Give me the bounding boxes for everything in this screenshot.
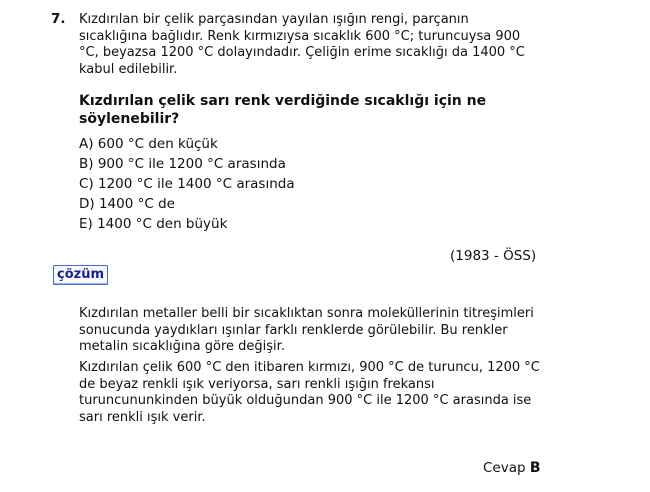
question-prompt: Kızdırılan çelik sarı renk verdiğinde sıcaklığı için ne söylenebilir? — [79, 93, 487, 127]
question-source: (1983 - ÖSS) — [450, 248, 537, 264]
option-a: A) 600 °C den küçük — [79, 136, 218, 152]
solution-paragraph-1: Kızdırılan metaller belli bir sıcaklıktan sonra moleküllerinin titreşimleri sonucunda yaydıkları ışınlar farklı renklerde görülebilir. Bu renkler metalin sıcaklığına göre değişir. — [79, 306, 534, 354]
question-number: 7. — [51, 11, 66, 27]
option-e: E) 1400 °C den büyük — [79, 216, 228, 232]
answer-prefix: Cevap — [483, 460, 526, 476]
solution-paragraph-2: Kızdırılan çelik 600 °C den itibaren kırmızı, 900 °C de turuncu, 1200 °C de beyaz renkli ışık veriyorsa, sarı renkli ışığın frekansı turuncununkinden büyük olduğundan 900 °C ile 1200 °C arasında ise sarı renkli ışık verir. — [79, 360, 540, 425]
solution-label-badge: çözüm — [53, 265, 108, 285]
question-intro: Kızdırılan bir çelik parçasından yayılan ışığın rengi, parçanın sıcaklığına bağlıdır. Renk kırmızıysa sıcaklık 600 °C; turuncuysa 900 °C, beyazsa 1200 °C dolayındadır. Çeliğin erime sıcaklığı da 1400 °C kabul edilebilir. — [79, 12, 525, 77]
answer-letter: B — [529, 460, 541, 476]
answer-options — [79, 134, 295, 234]
option-d: D) 1400 °C de — [79, 196, 175, 212]
option-c: C) 1200 °C ile 1400 °C arasında — [79, 176, 295, 192]
answer-line — [483, 460, 541, 476]
option-b: B) 900 °C ile 1200 °C arasında — [79, 156, 286, 172]
